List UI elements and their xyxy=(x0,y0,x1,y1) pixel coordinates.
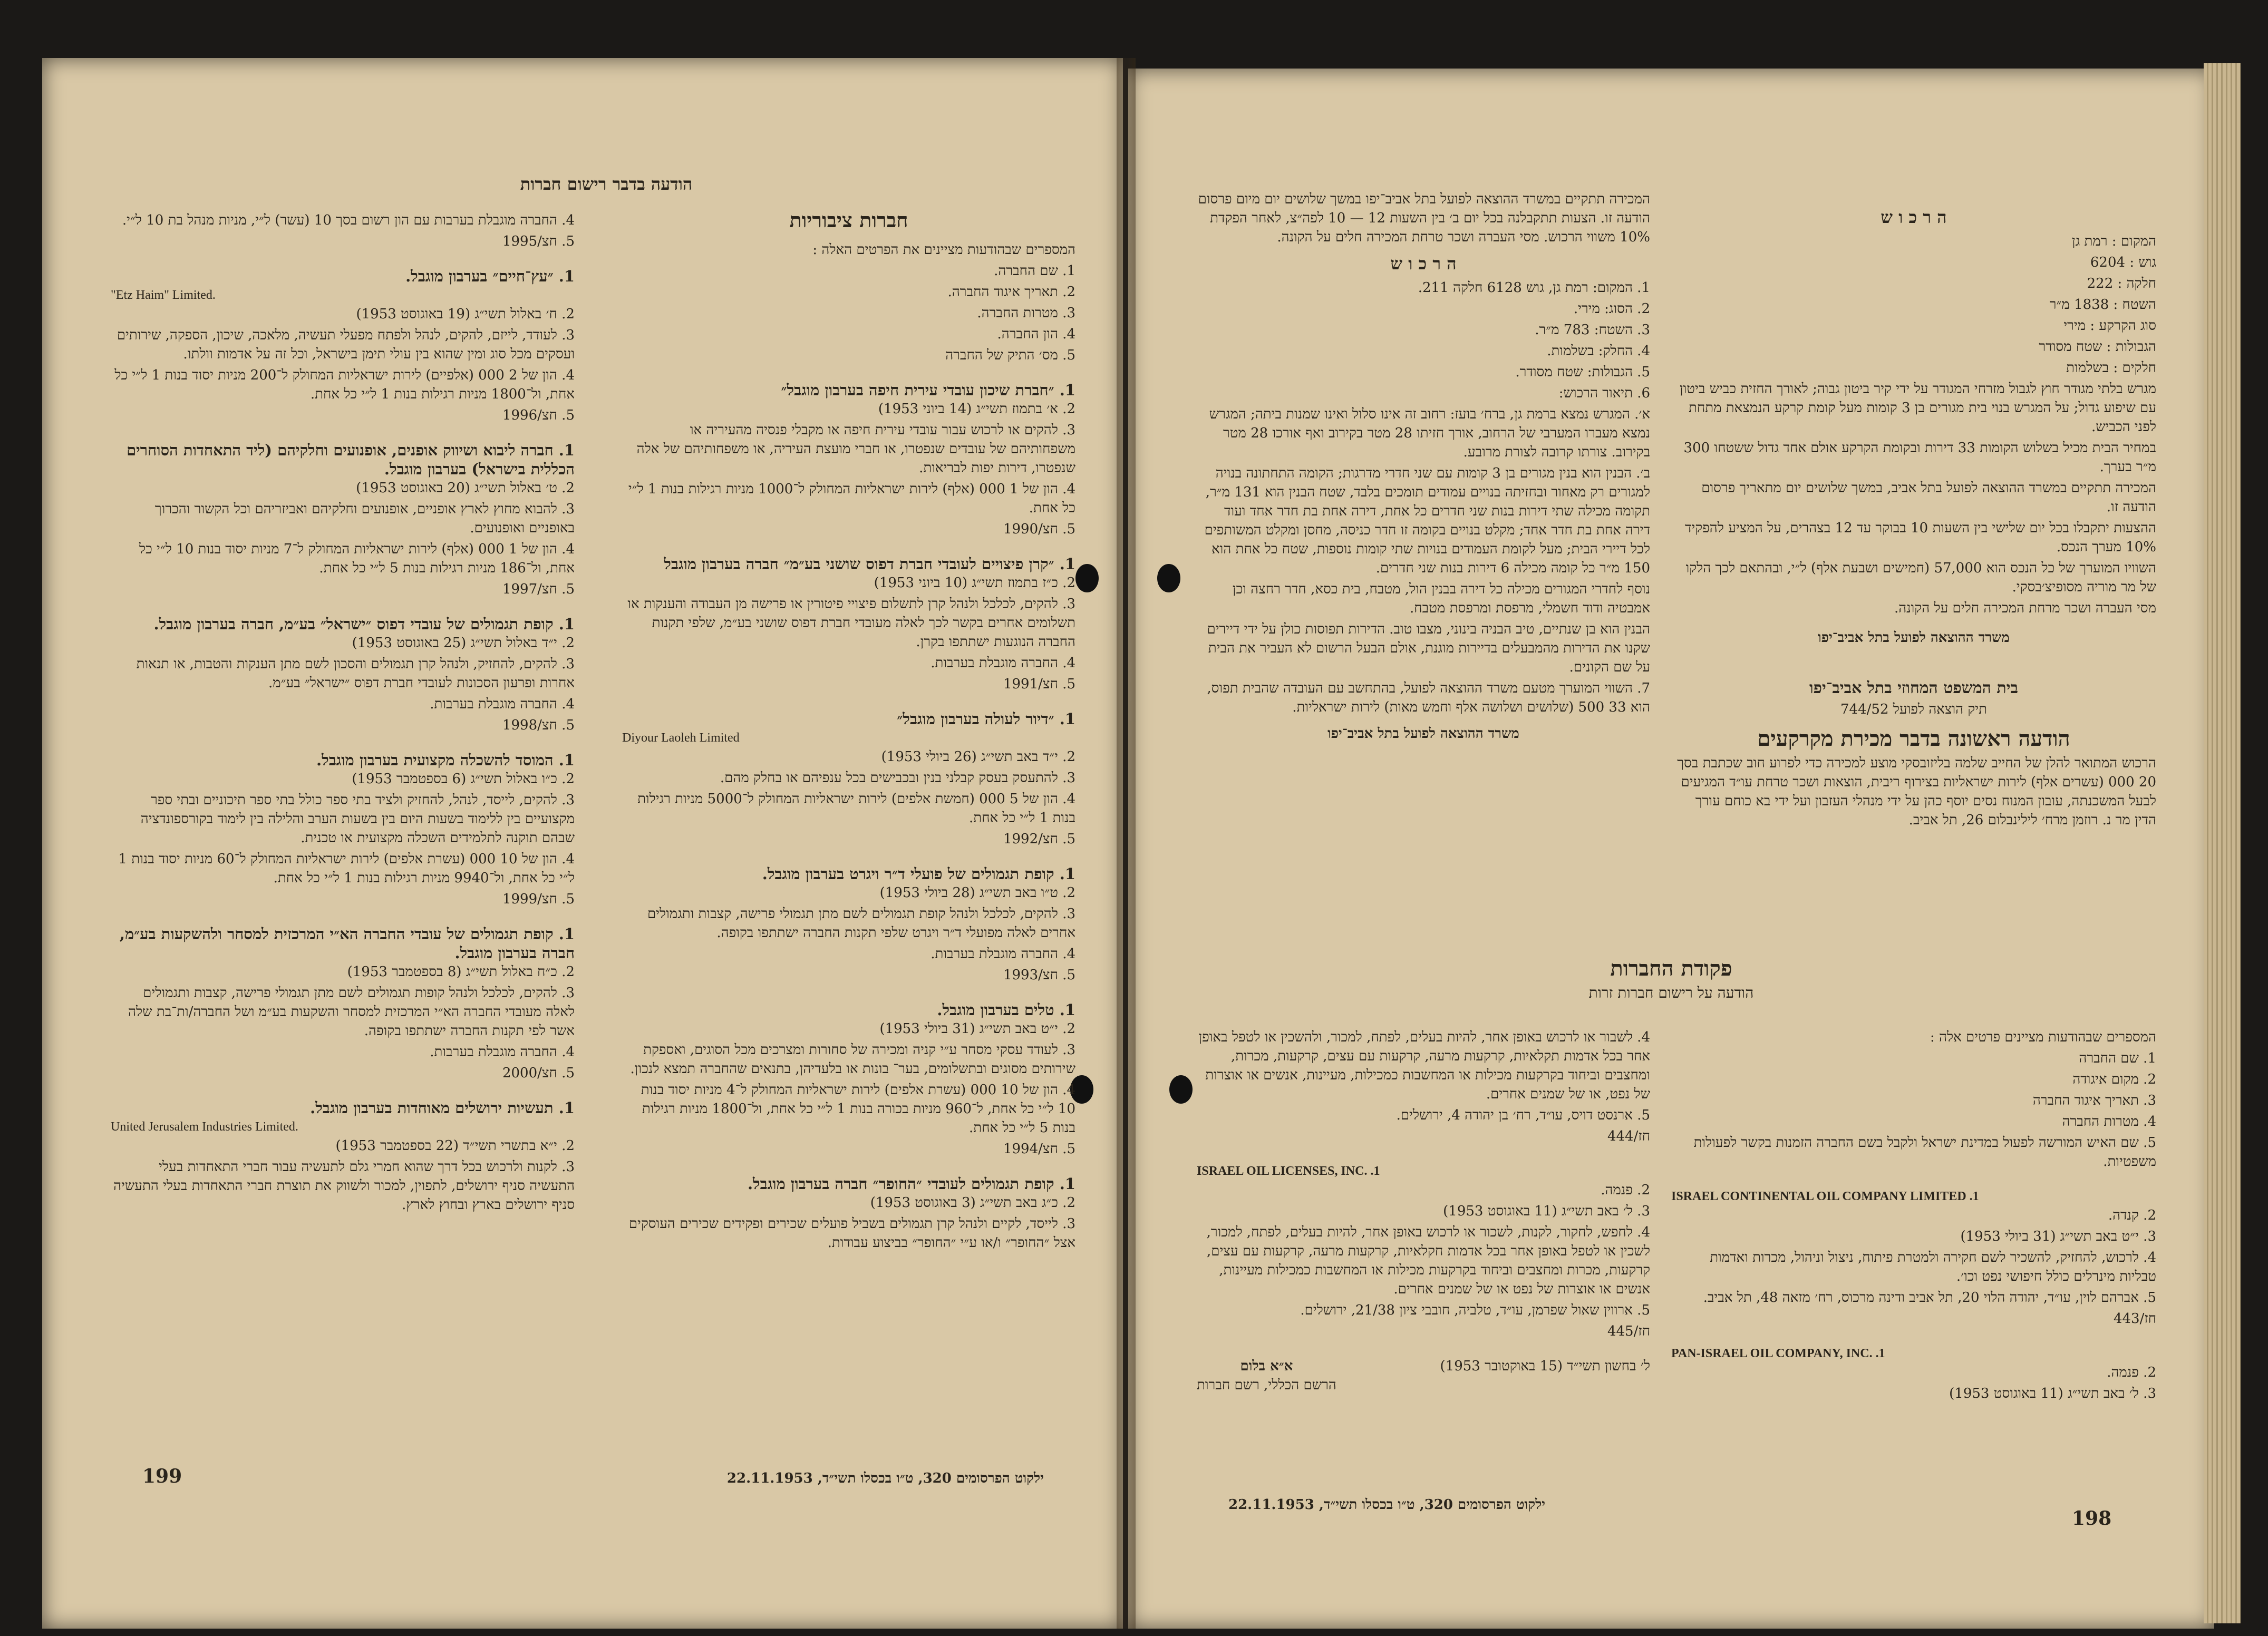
entry-line: 5. חצ/1996 xyxy=(502,407,575,423)
entry-line: 5. חצ/1992 xyxy=(1003,831,1075,847)
entry-line: 5. חצ/1999 xyxy=(502,891,575,907)
company-name: 1. ״קרן פיצויים לעובדי חברת דפוס שושני בע״מ״ חברה בערבון מוגבל xyxy=(664,555,1075,573)
description-paragraph: הבנין הוא בן שנתיים, טיב הבניה בינוני, מצבו טוב. הדירות תפוסות כולן על ידי דיירים שקנו את הדירות מהמבעלים בדיירות מוגנת, אולם הבעל הרשום לא העביר את הבית על שם הקונים. xyxy=(1207,621,1650,675)
entry-line: 4. החברה מוגבלת בערבות. xyxy=(430,1044,575,1060)
entry-line: 2. א׳ בתמוז תשי״ג (14 ביוני 1953) xyxy=(878,401,1075,417)
property-title: ה ר כ ו ש xyxy=(1390,254,1457,274)
entry-line: 5. ארנסט דויס, עו״ד, רח׳ בן יהודה 4, ירושלים. xyxy=(1396,1107,1650,1123)
description-paragraph: השוויו המוערך של כל הנכס הוא 57,000 (חמישים ושבעת אלף) ל״י, ובהתאם לכך הלקו של מר מוריה מסופיצ׳בסקי. xyxy=(1685,560,2156,595)
entry-line: 3. לעודד עסקי מסחר ע״י קניה ומכירה של סחורות ומצרכים מכל הסוגים, ואספקת שירותים מסוגים ובתשלומים, בער־ בונות או בלעדיהן, בתנאים שהחברה תמצא לנכון. xyxy=(630,1042,1075,1077)
entry-line: 5. אברהם לוין, עו״ד, יהודה הלוי 20, תל אביב ודינה מרכוס, רח׳ מזאה 48, תל אביב. xyxy=(1703,1290,2156,1306)
property-detail: 5. הגבולות: שטח מסודר. xyxy=(1515,364,1650,380)
entry-line: 5. חצ/2000 xyxy=(502,1065,575,1081)
entry-line: 2. כ״ז בתמוז תשי״ג (10 ביוני 1953) xyxy=(874,575,1075,591)
property-detail: 3. השטח: 783 מ״ר. xyxy=(1535,322,1650,338)
company-name: 1. קופת תגמולים של עובדי דפוס ״ישראל״ בע״מ, חברה בערבון מוגבל. xyxy=(153,615,575,633)
company-details xyxy=(1671,1206,2156,1328)
entry-line: 2. י״ד באלול תשי״ג (25 באוגוסט 1953) xyxy=(352,635,575,651)
court-name: בית המשפט המחוזי בתל אביב־יפו xyxy=(1809,679,2018,697)
company-details xyxy=(1671,1363,2156,1403)
ordinance-title: פקודת החברות xyxy=(1610,956,1732,981)
company-entry xyxy=(111,924,575,1083)
property-title: ה ר כ ו ש xyxy=(1881,207,1947,227)
property-detail: 1. המקום: רמת גן, גוש 6128 חלקה 211. xyxy=(1418,280,1650,296)
property-detail: גוש : 6204 xyxy=(2090,255,2156,270)
legend-item: 1. שם החברה. xyxy=(994,263,1075,279)
execution-office: משרד ההוצאה לפועל בתל אביב־יפו xyxy=(1327,726,1519,742)
description-paragraph: ההצעות יתקבלו בכל יום שלישי בין השעות 10 בבוקר עד 12 בצהרים, על המציע להפקיד 10% מערך הנכס. xyxy=(1684,520,2156,555)
entry-line: 2. ט״ו באב תשי״ג (28 ביולי 1953) xyxy=(879,885,1075,901)
legend-item: 2. תאריך איגוד החברה. xyxy=(947,284,1075,300)
entry-line: 4. הון של 1 000 (אלף) לירות ישראליות המחולק ל־1000 מניות רגילות בנות 1 ל״י כל אחת. xyxy=(628,481,1075,516)
company-name: ISRAEL CONTINENTAL OIL COMPANY LIMITED .1 xyxy=(1671,1190,1979,1203)
entry-line: 4. הון של 10 000 (עשרת אלפים) לירות ישראליות המחולק ל־60 מניות יסוד בנות 1 ל״י כל אחת, ול־9940 מניות רגילות בנות 1 ל״י כל אחת. xyxy=(118,851,575,886)
section-title: חברות ציבוריות xyxy=(789,208,908,232)
entry-line: 5. חצ/1998 xyxy=(502,717,575,733)
property-detail: 4. החלק: בשלמות. xyxy=(1547,343,1650,359)
company-name: 1. קופת תגמולים של פועלי ד״ר ויגרט בערבון מוגבל. xyxy=(762,865,1075,883)
entry-line: 5. חצ/1993 xyxy=(1003,967,1075,983)
entry-line: 2. י״ד באב תשי״ג (26 ביולי 1953) xyxy=(881,749,1075,765)
property-details xyxy=(1671,232,2156,377)
page-number: 198 xyxy=(2072,1507,2112,1530)
entry-line: 2. קנדה. xyxy=(2108,1207,2156,1223)
entry-line: 4. הון של 10 000 (עשרת אלפים) לירות ישראליות המחולק ל־4 מניות יסוד בנות 10 ל״י כל אחת, ל־960 מניות בכורה בנות 1 ל״י כל אחת, ול־1800 מניות רגילות בנות 5 ל״י כל אחת. xyxy=(641,1082,1075,1136)
entry-line: 3. להקים או לרכוש עבור עובדי עירית חיפה או מקבלי פנסיה מהעיריה או משפחותיהם של עובדים שנפטרו, או חברי מועצת העיריה, או משפחותיהם של אלה שנפטרו, דירות יפות לבריאות. xyxy=(636,422,1075,476)
description-paragraph: המכירה תתקיים במשרד ההוצאה לפועל בתל אביב, במשך שלושים יום מתאריך פרסום הודעה זו. xyxy=(1701,480,2156,515)
company-entry xyxy=(111,211,575,251)
foreign-companies-right xyxy=(1671,1028,2156,1419)
legend-item: 4. הון החברה. xyxy=(997,326,1075,342)
company-name-latin: "Etz Haim" Limited. xyxy=(111,288,216,302)
entry-line: 4. החברה מוגבלת בערבות עם הון רשום בסך 10 (עשר) ל״י, מניות מנהל בת 10 ל״י. xyxy=(122,212,575,228)
book-gutter xyxy=(1117,58,1136,1629)
entry-line: 4. לחפש, לחקור, לקנות, לשכור או לרכוש באופן אחר, להיות בעלים, לפתח, למכור, לשכין או לטפל באופן אחר בכל אדמות חקלאיות, קרקעות מרעה, קרקעות עם עצים, קרקעות, מכרות ומחצבים וביחוד בקרקעות מכילות או המחשבות כמכילות מעיינות, אנשים או אוצרות של נפט או של שמנים אחרים. xyxy=(1206,1224,1650,1297)
entry-line: 5. ארווין שאול שפרמן, עו״ד, טלביה, חובבי ציון 21/38, ירושלים. xyxy=(1300,1302,1650,1318)
description-paragraph: נוסף לחדרי המגורים מכילה כל דירה בבנין הול, מטבח, בית כסא, חדר רחצה וכן אמבטיה ודוד חשמלי, מרפסת ומרפסת מטבח. xyxy=(1232,581,1650,616)
entry-line: 4. הון של 5 000 (חמשת אלפים) לירות ישראליות המחולק ל־5000 מניות רגילות בנות 1 ל״י כל אחת. xyxy=(637,791,1075,826)
company-entries xyxy=(622,381,1075,1252)
legend-item: 1. שם החברה xyxy=(2079,1050,2156,1066)
right-page-left-column xyxy=(1197,190,1650,745)
notice-date: ל׳ בחשון תשי״ד (15 באוקטובר 1953) xyxy=(1440,1358,1650,1374)
company-entry xyxy=(622,381,1075,539)
entry-line: 3. י״ט באב תשי״ג (31 ביולי 1953) xyxy=(1960,1229,2156,1244)
entry-line: 2. י״א בתשרי תשי״ד (22 בספטמבר 1953) xyxy=(335,1138,575,1154)
description-paragraph: במחיר הבית מכיל בשלוש הקומות 33 דירות ובקומת הקרקע אולם אחד גדול ששטחו 300 מ״ר בערך. xyxy=(1683,440,2156,475)
entry-line: 2. ח׳ באלול תשי״ג (19 באוגוסט 1953) xyxy=(356,306,575,322)
company-name: 1. טלים בערבון מוגבל. xyxy=(937,1001,1075,1019)
signer-title: הרשם הכללי, רשם חברות xyxy=(1197,1377,1336,1393)
signer-name: א״א בלום xyxy=(1240,1358,1293,1374)
company-name: 1. המוסד להשכלה מקצועית בערבון מוגבל. xyxy=(316,751,575,769)
property-detail: המקום : רמת גן xyxy=(2072,233,2156,249)
entry-line: 3. להקים, לייסד, לנהל, להחזיק ולציד בתי ספר כולל בתי ספר תיכוניים ובתי ספר מקצועיים בין ללימוד בשעות היום בין בשעות הערב והלילה בין לימוד בקורספונדציה שבהם תוקנה לתלמידים השכלה מקצועית או טכנית. xyxy=(140,792,575,846)
entry-line: 3. להקים, לכלכל ולנהל קופת תגמולים לשם מתן תגמולי פרישה, קצבות ותגמולים אחרים לאלה מפועלי ד״ר ויגרט שלפי תקנות החברה ישתתפו בקופה. xyxy=(647,906,1075,941)
sale-intro: המכירה תתקיים במשרד ההוצאה לפועל בתל אביב־יפו במשך שלושים יום מיום פרסום הודעה זו. הצעות תתקבלנה בכל יום ב׳ בין השעות 12 — 10 לפה״צ, לאחר הפקדת 10% משווי הרכוש. מסי העברה ושכר טרחת המכירה חלים על הקונה. xyxy=(1198,191,1650,245)
legend-item: 5. מס׳ התיק של החברה xyxy=(945,347,1075,363)
entry-line: 3. ל׳ באב תשי״ג (11 באוגוסט 1953) xyxy=(1443,1203,1650,1219)
notice-body: הרכוש המתואר להלן של החייב שלמה בליזובסקי מוצע למכירה כדי לפרוע חוב שכתבת בסך 20 000 (עשרים אלף) לירות ישראליות בצירוף ריבית, הוצאות ושכר טרחת עו״ד המגיעים לבעל המשכנתה, עובון המנוח נסים יוסף כהן על ידי מנהלי העזבון ועל ידי בא כוחם עורך הדין מר נ. רוזמן מרח׳ לילינבלום 26, תל אביב. xyxy=(1677,755,2156,828)
description-paragraph: מגרש בלתי מגודר חוץ לגבול מזרחי המגודר על ידי קיר ביטון גבוה; לאורך החזית כביש ביטון עם שיפוע גדול; על המגרש בנוי בית מגורים בן 3 קומות מעל קומת קרקע הנמצאת מתחת לפני הכביש. xyxy=(1680,381,2156,435)
company-name: 1. ״עץ־חיים״ בערבון מוגבל. xyxy=(405,267,575,285)
estimated-value: 7. השווי המוערך מטעם משרד ההוצאה לפועל, בהתחשב עם העובדה שהבית תפוס, הוא 33 500 (שלושים ושלושה אלף וחמש מאות) לירות ישראליות. xyxy=(1207,680,1650,715)
description-paragraph: ב׳. הבנין הוא בנין מגורים בן 3 קומות עם שני חדרי מדרגות; הקומה התחתונה בנויה למגורים רק מאחור ובחזיתה בנויים עמודים תומכים בלבד, שטח הבנין הוא 131 מ״ר, תקומה מכילה שתי דירות בנות שני חדרים כל אחת, דירה אחת בת חדר אחד ועוד דירה אחת בת חדר אחד; מקלט בנויים בקומה זו חדר כניסה, מחסן ומקלט המשותפים לכל דיירי הבית; מעל לקומת העמודים בנויות שתי קומות נוספות, שטח כל אחת הוא 150 מ״ר כל קומה מכילה 6 דירות בנות שני חדרים. xyxy=(1204,465,1650,576)
entry-line: 2. פנמה. xyxy=(1601,1182,1650,1198)
entry-line: 4. הון של 1 000 (אלף) לירות ישראליות המחולק ל־7 מניות יסוד בנות 10 ל״י כל אחת, ול־186 מניות רגילות בנות 5 ל״י כל אחת. xyxy=(139,541,575,576)
companies-ordinance-header xyxy=(1197,949,2146,1008)
entry-line: 3. להקים, לכלכל ולנהל קרן לתשלום פיצויי פיטורין או פרישה מן העבודה והענקות או תשלומים אחרים בקשר לכך לאלה מעובדי חברת דפוס שושני בע״מ, שלפי תקנות החברה הנוגעות ישתתפו בקרן. xyxy=(627,596,1075,650)
entry-line: 5. חצ/1994 xyxy=(1003,1141,1075,1157)
entry-line: חז/443 xyxy=(2113,1311,2156,1327)
legend-list xyxy=(622,261,1075,365)
entry-line: 5. חצ/1997 xyxy=(502,581,575,597)
property-detail: הגבולות : שטח מסודר xyxy=(2039,339,2156,355)
legend-intro: המספרים שבהודעות מציינים את הפרטים האלה : xyxy=(812,242,1075,258)
running-head: הודעה בדבר רישום חברות xyxy=(520,174,693,194)
entry-line: 4. לרכוש, להחזיק, להשכיר לשם חקירה ולמטרת פיתוח, ניצול וניהול, מכרות ואדמות טבליות מינרלים כולל חיפושי נפט וכו׳. xyxy=(1710,1250,2156,1284)
property-details xyxy=(1197,278,1650,403)
ordinance-subtitle: הודעה על רישום חברות זרות xyxy=(1588,984,1754,1001)
company-entry xyxy=(622,554,1075,694)
punch-hole xyxy=(1169,1075,1193,1104)
property-detail: חלקה : 222 xyxy=(2087,276,2156,291)
property-detail: השטח : 1838 מ״ר xyxy=(2049,297,2156,313)
entry-line: 4. החברה מוגבלת בערבות. xyxy=(430,696,575,712)
punch-hole xyxy=(1157,564,1180,592)
entry-line: 2. י״ט באב תשי״ג (31 ביולי 1953) xyxy=(879,1021,1075,1037)
entry-line: 4. לשבור או לרכוש באופן אחר, להיות בעלים, לפתח, למכור, ולהשכין או לטפל באופן אחר בכל אדמות תקלאיות, קרקעות מרעה, קרקעות עם עצים, קרקעות, מכרות, ומחצבים וביחוד בקרקעות מכילות או המחשבות כמכילות, מעיינות, אנשים או אוצרות של נפט, או של שמנים אחרים. xyxy=(1198,1029,1650,1102)
company-name: 1. ״חברת שיכון עובדי עירית חיפה בערבון מוגבל״ xyxy=(781,381,1075,399)
entry-line: 3. להבוא מחוץ לארץ אופניים, אופנועים וחלקיהם ואביזריהם וכל הקשור והכרוך באופניים ואופנועים. xyxy=(154,501,575,536)
entry-line: 2. פנמה. xyxy=(2107,1365,2156,1380)
property-detail: 6. תיאור הרכוש: xyxy=(1558,385,1650,401)
entry-line: 3. להקים, להחזיק, ולנהל קרן תגמולים והסכון לשם מתן הענקות והטבות, או תנאות אחרות ופרעון הסכונות לעובדי חברת דפוס ״ישראל״ בע״מ. xyxy=(136,656,575,691)
entry-line: 2. כ״ח באלול תשי״ג (8 בספטמבר 1953) xyxy=(347,964,575,980)
entry-line: 5. חצ/1990 xyxy=(1003,521,1075,537)
company-name: ISRAEL OIL LICENSES, INC. .1 xyxy=(1197,1164,1380,1178)
company-name: 1. קופת תגמולים לעובדי ״החופר״ חברה בערבון מוגבל. xyxy=(747,1175,1075,1193)
entry-line: 4. החברה מוגבלת בערבות. xyxy=(931,655,1075,671)
company-entry xyxy=(622,1000,1075,1158)
legend-item: 3. מטרות החברה. xyxy=(977,305,1075,321)
entry-line: 3. להתעסק בעסק קבלני בנין ובכבישים בכל ענפיהם או בחלק מהם. xyxy=(720,770,1075,786)
punch-hole xyxy=(1075,564,1099,592)
company-name: PAN-ISRAEL OIL COMPANY, INC. .1 xyxy=(1671,1347,1885,1360)
page-footer: ילקוט הפרסומים 320, ט״ו בכסלו תשי״ד, 22.11.1953 xyxy=(726,1471,1044,1486)
entry-line: 3. לקנות ולרכוש בכל דרך שהוא חמרי גלם לתעשיה עבור חברי התאחדות בעלי התעשיה סניף ירושלים, לתפוין, למכור ולשווק את תוצרת חברי התאחדות בעלי התעשיה סניף ירושלים בארץ ובחוץ לארץ. xyxy=(113,1159,575,1213)
entry-line: 2. ט׳ באלול תשי״ג (20 באוגוסט 1953) xyxy=(356,480,575,496)
legend-item: 3. תאריך איגוד החברה xyxy=(2032,1093,2156,1108)
signer xyxy=(1197,1357,1336,1395)
page-footer: ילקוט הפרסומים 320, ט״ו בכסלו תשי״ד, 22.11.1953 xyxy=(1228,1497,1546,1513)
legend-item: 2. מקום איגודה xyxy=(2072,1072,2156,1087)
property-detail: 2. הסוג: מירי. xyxy=(1573,301,1650,317)
company-details xyxy=(1197,1181,1650,1341)
execution-office: משרד ההוצאה לפועל בתל אביב־יפו xyxy=(1818,630,2010,646)
page-stack-edge xyxy=(2204,63,2241,1623)
entry-line: 5. חצ/1991 xyxy=(1003,676,1075,692)
property-detail: סוג הקרקע : מירי xyxy=(2063,318,2156,334)
foreign-companies-left xyxy=(1197,1028,1650,1395)
company-name-latin: United Jerusalem Industries Limited. xyxy=(111,1120,298,1134)
left-page-right-column xyxy=(622,208,1075,1268)
company-entry xyxy=(111,615,575,735)
company-name: 1. תעשיות ירושלים מאוחדות בערבון מוגבל. xyxy=(310,1099,575,1117)
file-number: תיק הוצאה לפועל 744/52 xyxy=(1840,702,1987,717)
legend-intro: המספרים שבהודעות מציינים פרטים אלה : xyxy=(1930,1029,2156,1045)
entry-line: 2. כ״ג באב תשי״ג (3 באוגוסט 1953) xyxy=(870,1195,1075,1211)
company-name: 1. קופת תגמולים של עובדי החברה הא״י המרכזית למסחר ולהשקעות בע״מ, חברה בערבון מוגבל. xyxy=(119,925,575,962)
company-name: 1. ״דיור לעולה בערבון מוגבל״ xyxy=(897,710,1075,728)
entry-line: 3. להקים, לכלכל ולנהל קופות תגמולים לשם מתן תגמולי פרישה, קצבות ותגמולים לאלה מעובדי החברה הא״י המרכזית למסחר והשקעות בע״מ ושל החברה/ות־בת שלה אשר לפי תקנות החברה ישתתפו בקופה. xyxy=(128,985,575,1039)
company-name: 1. חברה ליבוא ושיווק אופנים, אופנועים וחלקיהם (ליד התאחדות הסוחרים הכללית בישראל) בערבון מוגבל. xyxy=(127,441,575,478)
company-entry xyxy=(622,709,1075,849)
entry-line: 3. ל׳ באב תשי״ג (11 באוגוסט 1953) xyxy=(1949,1386,2156,1401)
entry-line: 5. חצ/1995 xyxy=(502,233,575,249)
company-entry xyxy=(111,1098,575,1214)
company-entry xyxy=(622,1174,1075,1252)
company-entry xyxy=(111,441,575,599)
legend-item: 5. שם האיש המורשה לפעול במדינת ישראל ולקבל בשם החברה הזמנות בקשר לפעולות משפטיות. xyxy=(1693,1135,2156,1170)
legend-list xyxy=(1671,1049,2156,1171)
left-page-left-column xyxy=(111,211,575,1230)
right-page-right-column xyxy=(1671,200,2156,832)
company-entries xyxy=(111,211,575,1214)
entry-line: 2. כ״ו באלול תשי״ג (6 בספטמבר 1953) xyxy=(352,771,575,787)
property-detail: חלקים : בשלמות xyxy=(2066,360,2156,376)
entry-line: חז/445 xyxy=(1607,1323,1650,1339)
legend-item: 4. מטרות החברה xyxy=(2062,1114,2156,1129)
entry-line: 3. לעודד, לייזם, להקים, לנהל ולפתח מפעלי תעשיה, מלאכה, שיכון, הספקה, שירותים ועסקים מכל סוג ומין שהוא בין עולי תימן בישראל, וכל זה על אדמות וולתו. xyxy=(117,327,575,362)
description-paragraph: מסי העברה ושכר מרחת המכירה חלים על הקונה. xyxy=(1894,600,2156,616)
property-description xyxy=(1671,379,2156,618)
entry-line: 4. החברה מוגבלת בערבות. xyxy=(931,946,1075,962)
entry-line: חז/444 xyxy=(1607,1128,1650,1144)
entry-line: 4. הון של 2 000 (אלפיים) לירות ישראליות המחולק ל־200 מניות יסוד בנות 1 ל״י כל אחת, ול־1800 מניות רגילות בנות 1 ל״י כל אחת. xyxy=(114,367,575,402)
description-paragraph: א׳. המגרש נמצא ברמת גן, ברח׳ בועז: רחוב זה אינו סלול ואינו שמנות ביתה; המגרש נמצא מעברו המערבי של הרחוב, אורך חזיתו 28 מטר בקירוב ואף אורכו 28 מטר בקירוב. צורתו קרובה לצורת מרובע. xyxy=(1209,406,1650,460)
signature-block xyxy=(1197,1357,1650,1395)
notice-title: הודעה ראשונה בדבר מכירת מקרקעים xyxy=(1757,726,2070,751)
property-description xyxy=(1197,405,1650,677)
company-entry xyxy=(622,864,1075,985)
page-number: 199 xyxy=(142,1465,182,1487)
company-details xyxy=(1197,1028,1650,1146)
entry-line: 3. לייסד, לקיים ולנהל קרן תגמולים בשביל פועלים שכירים ופקידים שכירים העוסקים אצל ״החופר״ ו/או ע״י ״החופר״ בביצוע עבודות. xyxy=(628,1216,1075,1251)
company-entry xyxy=(111,267,575,425)
company-name-latin: Diyour Laoleh Limited xyxy=(622,731,740,745)
company-entry xyxy=(111,751,575,909)
